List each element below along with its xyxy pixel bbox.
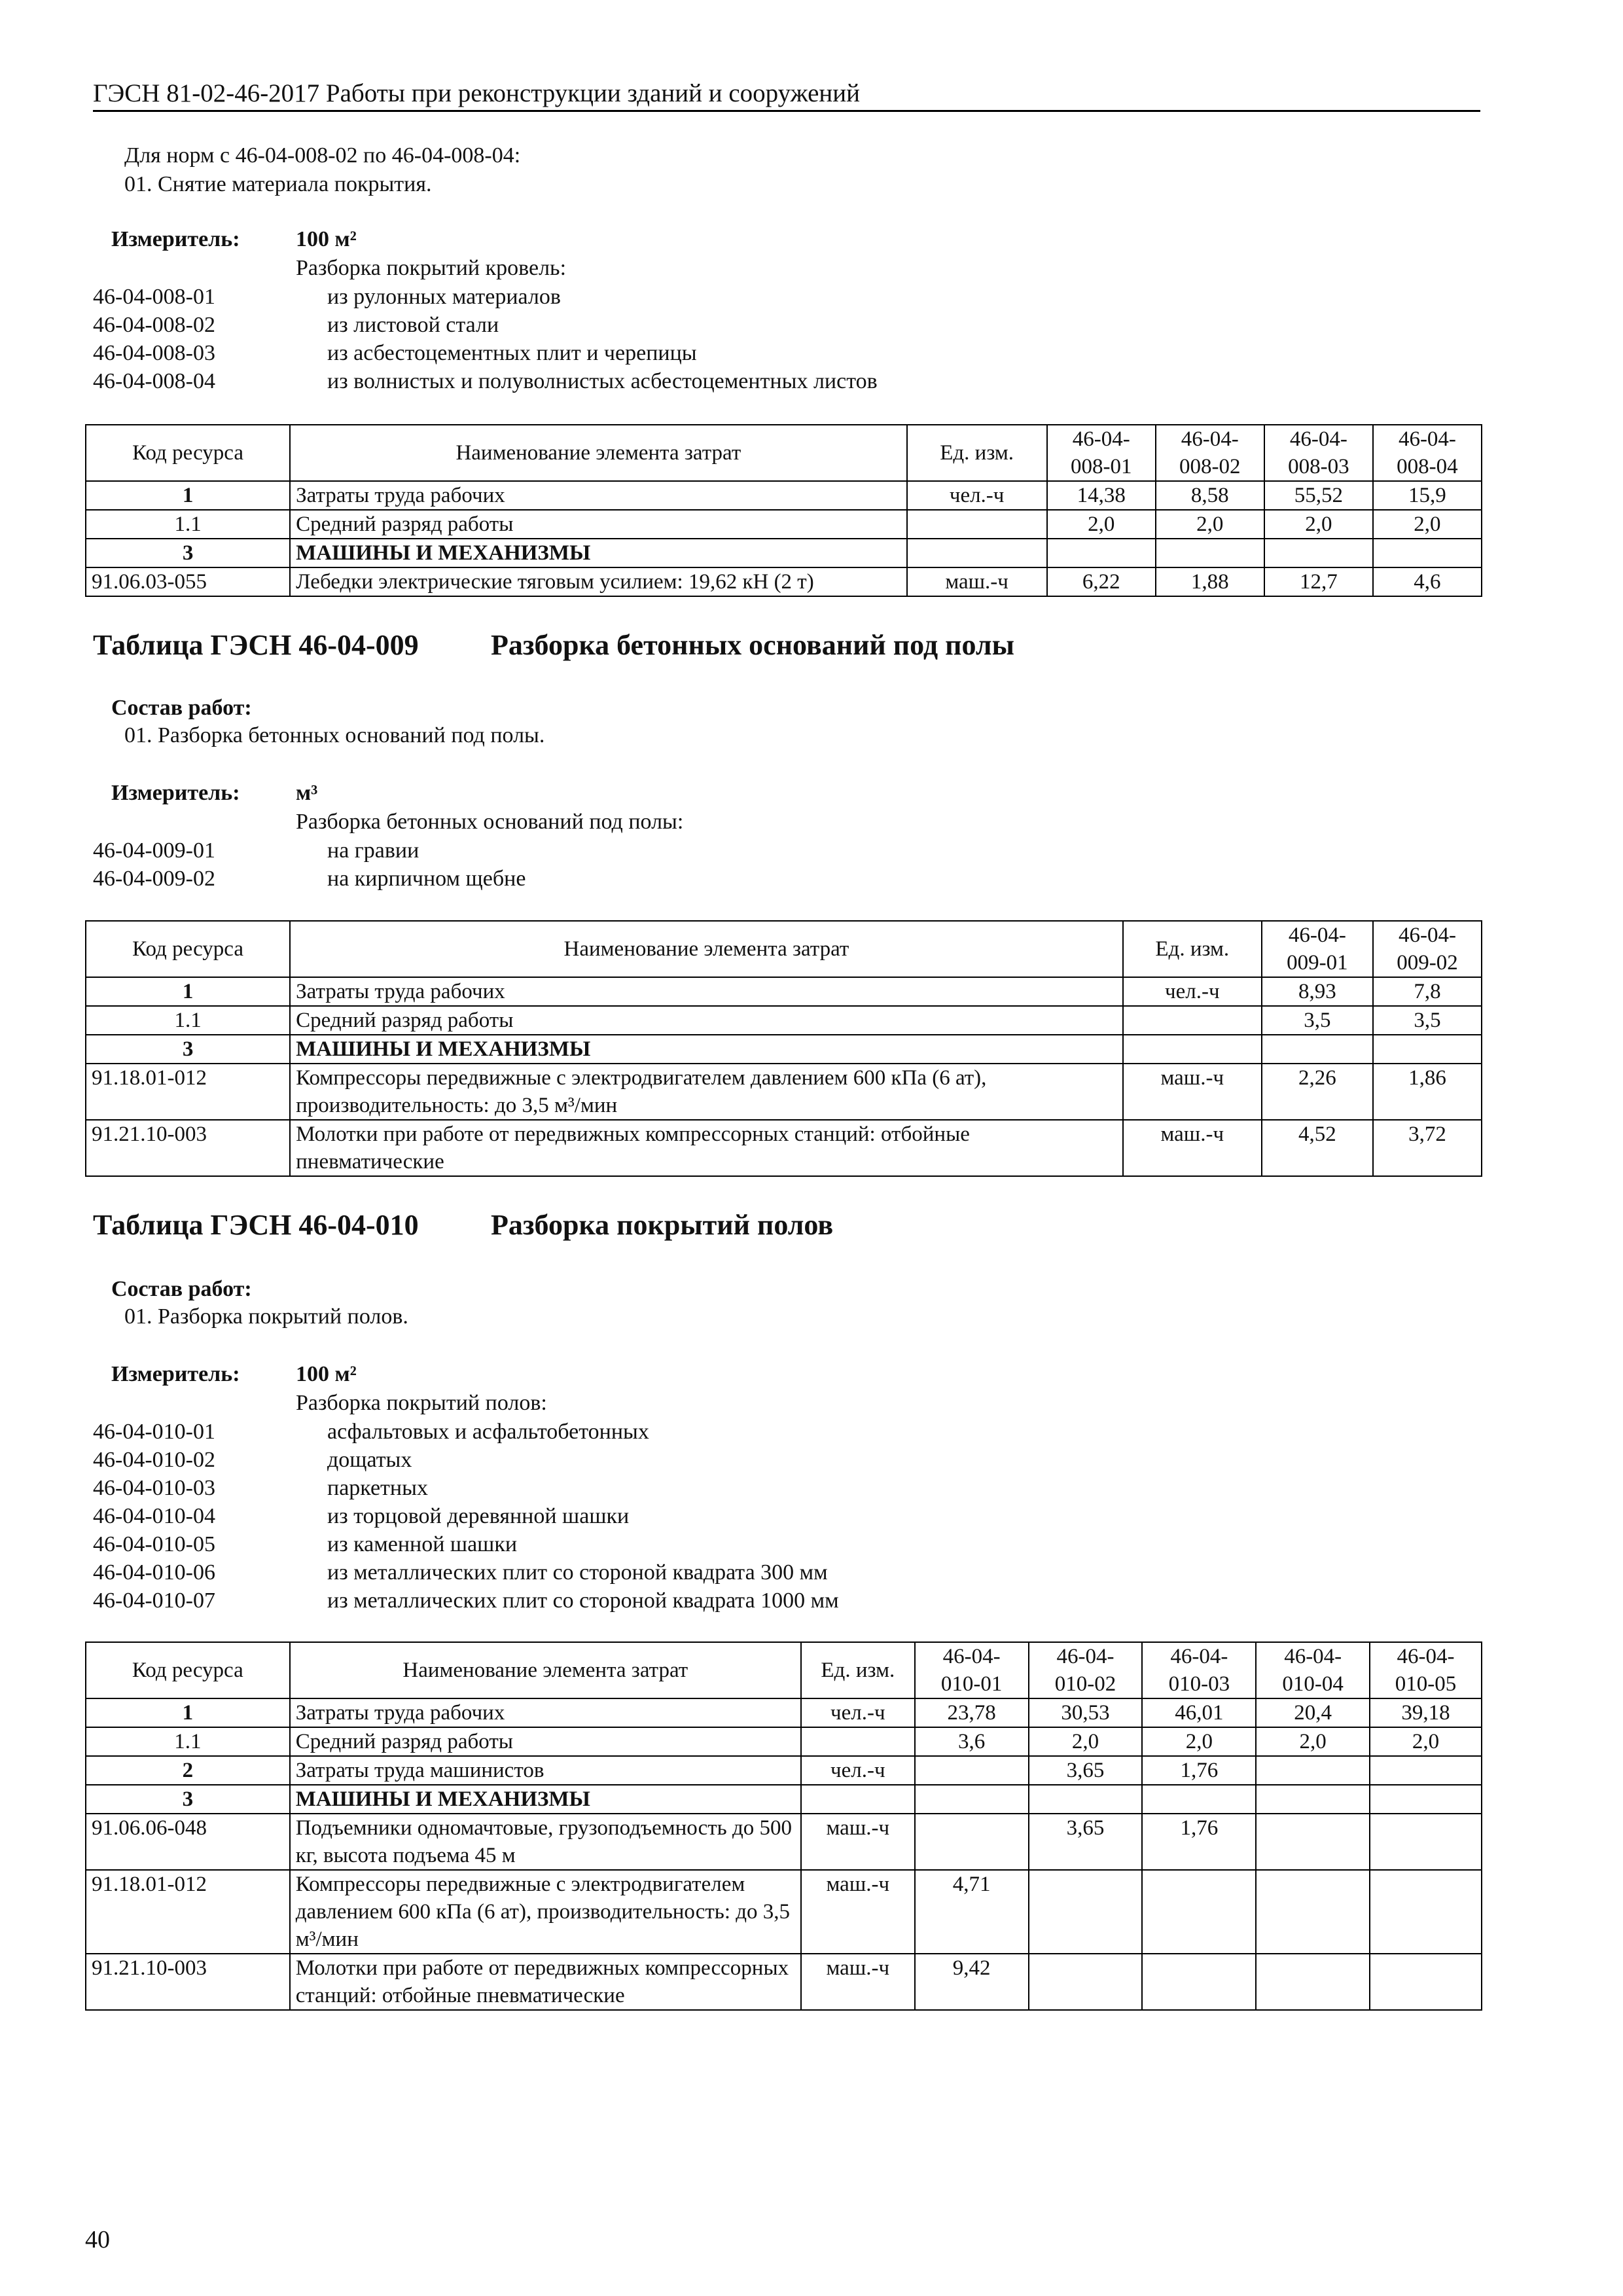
resource-unit bbox=[801, 1785, 915, 1814]
resource-unit: чел.-ч bbox=[801, 1756, 915, 1785]
table-header bbox=[86, 921, 1482, 977]
running-header: ГЭСН 81-02-46-2017 Работы при реконструкции зданий и сооружений bbox=[93, 77, 1480, 112]
resource-name: Затраты труда рабочих bbox=[290, 977, 1123, 1006]
header-unit: Ед. изм. bbox=[801, 1642, 915, 1698]
norm-value: 46,01 bbox=[1142, 1698, 1256, 1727]
header-norm-col: 46-04- 008-03 bbox=[1264, 425, 1373, 481]
norm-value: 15,9 bbox=[1373, 481, 1482, 510]
table-row bbox=[86, 1006, 1482, 1035]
measure-label: Измеритель: bbox=[111, 1362, 240, 1386]
intro-line-2: 01. Снятие материала покрытия. bbox=[124, 172, 432, 196]
resource-name: Затраты труда машинистов bbox=[290, 1756, 801, 1785]
resource-unit: маш.-ч bbox=[801, 1870, 915, 1954]
norm-name: из металлических плит со стороной квадрата 1000 мм bbox=[327, 1588, 839, 1613]
norm-value: 1,88 bbox=[1156, 567, 1264, 596]
norm-value bbox=[1156, 539, 1264, 567]
resource-unit bbox=[801, 1727, 915, 1756]
norm-code: 46-04-010-06 bbox=[93, 1560, 215, 1585]
table-title-name: Разборка бетонных оснований под полы bbox=[491, 629, 1014, 661]
resource-code: 1.1 bbox=[86, 1006, 290, 1035]
norm-name: паркетных bbox=[327, 1476, 428, 1500]
norm-name: дощатых bbox=[327, 1448, 412, 1472]
header-norm-col: 46-04- 008-04 bbox=[1373, 425, 1482, 481]
resource-unit: маш.-ч bbox=[1123, 1064, 1262, 1120]
composition-text: 01. Разборка покрытий полов. bbox=[124, 1304, 408, 1329]
norm-value: 39,18 bbox=[1370, 1698, 1482, 1727]
table-title-name: Разборка покрытий полов bbox=[491, 1209, 834, 1241]
resource-name: Средний разряд работы bbox=[290, 1727, 801, 1756]
norm-value bbox=[1370, 1756, 1482, 1785]
norm-value: 2,0 bbox=[1256, 1727, 1370, 1756]
resource-name: Компрессоры передвижные с электродвигателем давлением 600 кПа (6 ат), производительность: до 3,5 м³/мин bbox=[290, 1064, 1123, 1120]
norm-value bbox=[1373, 539, 1482, 567]
norm-value bbox=[1370, 1814, 1482, 1870]
norm-value: 9,42 bbox=[915, 1954, 1029, 2010]
table-row bbox=[86, 1120, 1482, 1176]
resource-unit: маш.-ч bbox=[801, 1814, 915, 1870]
norm-value: 3,5 bbox=[1373, 1006, 1482, 1035]
norm-name: из рулонных материалов bbox=[327, 285, 561, 309]
norm-code: 46-04-010-05 bbox=[93, 1532, 215, 1556]
table-row bbox=[86, 1785, 1482, 1814]
norm-value: 55,52 bbox=[1264, 481, 1373, 510]
resource-name: МАШИНЫ И МЕХАНИЗМЫ bbox=[290, 539, 906, 567]
norm-value: 1,76 bbox=[1142, 1814, 1256, 1870]
norm-value: 4,52 bbox=[1262, 1120, 1373, 1176]
norm-code: 46-04-009-01 bbox=[93, 838, 215, 863]
norm-name: из каменной шашки bbox=[327, 1532, 518, 1556]
resource-unit: маш.-ч bbox=[907, 567, 1047, 596]
norm-code: 46-04-010-03 bbox=[93, 1476, 215, 1500]
norm-value: 2,0 bbox=[1264, 510, 1373, 539]
norm-value: 8,93 bbox=[1262, 977, 1373, 1006]
norm-value bbox=[1029, 1870, 1143, 1954]
norm-value: 3,5 bbox=[1262, 1006, 1373, 1035]
norm-value: 8,58 bbox=[1156, 481, 1264, 510]
norm-code: 46-04-010-07 bbox=[93, 1588, 215, 1613]
table-row bbox=[86, 1035, 1482, 1064]
header-name: Наименование элемента затрат bbox=[290, 1642, 801, 1698]
norm-value: 2,26 bbox=[1262, 1064, 1373, 1120]
norm-name: из асбестоцементных плит и черепицы bbox=[327, 341, 697, 365]
header-unit: Ед. изм. bbox=[907, 425, 1047, 481]
norm-value: 7,8 bbox=[1373, 977, 1482, 1006]
resource-unit bbox=[1123, 1035, 1262, 1064]
norm-code: 46-04-008-01 bbox=[93, 285, 215, 309]
composition-text: 01. Разборка бетонных оснований под полы. bbox=[124, 723, 545, 747]
norm-value: 2,0 bbox=[1373, 510, 1482, 539]
resource-code: 1.1 bbox=[86, 510, 290, 539]
measure-value: 100 м² bbox=[296, 227, 357, 251]
resource-code: 1 bbox=[86, 481, 290, 510]
table-header bbox=[86, 425, 1482, 481]
norm-value bbox=[1370, 1785, 1482, 1814]
norm-code: 46-04-008-03 bbox=[93, 341, 215, 365]
table-row bbox=[86, 481, 1482, 510]
norm-name: из волнистых и полуволнистых асбестоцементных листов bbox=[327, 369, 878, 393]
norm-value: 14,38 bbox=[1047, 481, 1156, 510]
norm-value: 3,72 bbox=[1373, 1120, 1482, 1176]
resource-name: МАШИНЫ И МЕХАНИЗМЫ bbox=[290, 1785, 801, 1814]
resource-code: 91.21.10-003 bbox=[86, 1954, 290, 2010]
norm-value: 1,86 bbox=[1373, 1064, 1482, 1120]
header-code: Код ресурса bbox=[86, 425, 290, 481]
header-norm-col: 46-04- 009-02 bbox=[1373, 921, 1482, 977]
resource-name: Молотки при работе от передвижных компрессорных станций: отбойные пневматические bbox=[290, 1954, 801, 2010]
header-name: Наименование элемента затрат bbox=[290, 425, 906, 481]
header-norm-col: 46-04- 010-01 bbox=[915, 1642, 1029, 1698]
norm-group-title: Разборка покрытий полов: bbox=[296, 1391, 547, 1415]
norm-code: 46-04-009-02 bbox=[93, 867, 215, 891]
norm-value bbox=[1370, 1954, 1482, 2010]
norm-name: из металлических плит со стороной квадрата 300 мм bbox=[327, 1560, 828, 1585]
norm-code: 46-04-010-01 bbox=[93, 1420, 215, 1444]
resource-code: 91.18.01-012 bbox=[86, 1064, 290, 1120]
norm-group-title: Разборка покрытий кровель: bbox=[296, 256, 567, 280]
composition-label: Состав работ: bbox=[111, 1277, 252, 1301]
resource-unit: чел.-ч bbox=[907, 481, 1047, 510]
resource-name: Молотки при работе от передвижных компрессорных станций: отбойные пневматические bbox=[290, 1120, 1123, 1176]
norm-name: асфальтовых и асфальтобетонных bbox=[327, 1420, 649, 1444]
table-row bbox=[86, 977, 1482, 1006]
header-unit: Ед. изм. bbox=[1123, 921, 1262, 977]
norm-value: 2,0 bbox=[1029, 1727, 1143, 1756]
norm-value: 20,4 bbox=[1256, 1698, 1370, 1727]
resource-code: 91.06.06-048 bbox=[86, 1814, 290, 1870]
resource-unit bbox=[907, 539, 1047, 567]
norm-group-title: Разборка бетонных оснований под полы: bbox=[296, 810, 684, 834]
header-code: Код ресурса bbox=[86, 921, 290, 977]
table-header bbox=[86, 1642, 1482, 1698]
resource-name: Затраты труда рабочих bbox=[290, 1698, 801, 1727]
table-row bbox=[86, 567, 1482, 596]
table-header-row bbox=[86, 1642, 1482, 1698]
header-norm-col: 46-04- 010-02 bbox=[1029, 1642, 1143, 1698]
norm-code: 46-04-010-04 bbox=[93, 1504, 215, 1528]
table-body bbox=[86, 977, 1482, 1176]
page-number: 40 bbox=[85, 2226, 110, 2253]
norm-value bbox=[1047, 539, 1156, 567]
resource-code: 91.18.01-012 bbox=[86, 1870, 290, 1954]
norm-code: 46-04-008-02 bbox=[93, 313, 215, 337]
table-header-row bbox=[86, 921, 1482, 977]
measure-value: 100 м² bbox=[296, 1362, 357, 1386]
resource-unit: маш.-ч bbox=[801, 1954, 915, 2010]
norm-value bbox=[1142, 1785, 1256, 1814]
norm-name: из листовой стали bbox=[327, 313, 499, 337]
norm-value bbox=[1256, 1870, 1370, 1954]
header-norm-col: 46-04- 010-05 bbox=[1370, 1642, 1482, 1698]
resource-unit bbox=[907, 510, 1047, 539]
header-norm-col: 46-04- 008-01 bbox=[1047, 425, 1156, 481]
header-name: Наименование элемента затрат bbox=[290, 921, 1123, 977]
resource-code: 3 bbox=[86, 1785, 290, 1814]
measure-label: Измеритель: bbox=[111, 781, 240, 805]
norm-value: 2,0 bbox=[1156, 510, 1264, 539]
resource-table-009 bbox=[85, 920, 1482, 1177]
header-code: Код ресурса bbox=[86, 1642, 290, 1698]
resource-name: Средний разряд работы bbox=[290, 510, 906, 539]
norm-value: 3,6 bbox=[915, 1727, 1029, 1756]
resource-code: 1 bbox=[86, 977, 290, 1006]
resource-unit: чел.-ч bbox=[801, 1698, 915, 1727]
table-row bbox=[86, 510, 1482, 539]
norm-value: 30,53 bbox=[1029, 1698, 1143, 1727]
resource-name: Лебедки электрические тяговым усилием: 19,62 кН (2 т) bbox=[290, 567, 906, 596]
norm-value bbox=[1256, 1954, 1370, 2010]
norm-value bbox=[1142, 1870, 1256, 1954]
table-row bbox=[86, 1870, 1482, 1954]
norm-value bbox=[1373, 1035, 1482, 1064]
norm-value: 2,0 bbox=[1370, 1727, 1482, 1756]
resource-name: Подъемники одномачтовые, грузоподъемность до 500 кг, высота подъема 45 м bbox=[290, 1814, 801, 1870]
norm-name: на кирпичном щебне bbox=[327, 867, 526, 891]
table-body bbox=[86, 481, 1482, 596]
resource-name: МАШИНЫ И МЕХАНИЗМЫ bbox=[290, 1035, 1123, 1064]
header-norm-col: 46-04- 010-03 bbox=[1142, 1642, 1256, 1698]
norm-value: 3,65 bbox=[1029, 1814, 1143, 1870]
resource-code: 3 bbox=[86, 1035, 290, 1064]
table-title-code: Таблица ГЭСН 46-04-009 bbox=[93, 629, 419, 661]
table-row bbox=[86, 1756, 1482, 1785]
norm-value: 4,71 bbox=[915, 1870, 1029, 1954]
resource-table-010 bbox=[85, 1641, 1482, 2011]
norm-value: 23,78 bbox=[915, 1698, 1029, 1727]
norm-value bbox=[1256, 1756, 1370, 1785]
resource-code: 3 bbox=[86, 539, 290, 567]
table-body bbox=[86, 1698, 1482, 2010]
norm-value: 2,0 bbox=[1142, 1727, 1256, 1756]
table-row bbox=[86, 1727, 1482, 1756]
norm-value: 2,0 bbox=[1047, 510, 1156, 539]
resource-code: 1 bbox=[86, 1698, 290, 1727]
norm-value: 12,7 bbox=[1264, 567, 1373, 596]
norm-value bbox=[1142, 1954, 1256, 2010]
intro-line-1: Для норм с 46-04-008-02 по 46-04-008-04: bbox=[124, 143, 521, 168]
table-row bbox=[86, 1698, 1482, 1727]
norm-value bbox=[1370, 1870, 1482, 1954]
resource-code: 91.06.03-055 bbox=[86, 567, 290, 596]
norm-value bbox=[1029, 1785, 1143, 1814]
norm-value: 6,22 bbox=[1047, 567, 1156, 596]
resource-name: Средний разряд работы bbox=[290, 1006, 1123, 1035]
norm-value bbox=[1029, 1954, 1143, 2010]
measure-label: Измеритель: bbox=[111, 227, 240, 251]
resource-code: 1.1 bbox=[86, 1727, 290, 1756]
header-norm-col: 46-04- 008-02 bbox=[1156, 425, 1264, 481]
norm-value bbox=[1262, 1035, 1373, 1064]
norm-value bbox=[1256, 1785, 1370, 1814]
norm-code: 46-04-008-04 bbox=[93, 369, 215, 393]
table-header-row bbox=[86, 425, 1482, 481]
measure-value: м³ bbox=[296, 781, 318, 805]
resource-unit bbox=[1123, 1006, 1262, 1035]
norm-value bbox=[1256, 1814, 1370, 1870]
header-norm-col: 46-04- 009-01 bbox=[1262, 921, 1373, 977]
resource-code: 2 bbox=[86, 1756, 290, 1785]
table-row bbox=[86, 539, 1482, 567]
header-norm-col: 46-04- 010-04 bbox=[1256, 1642, 1370, 1698]
norm-value bbox=[915, 1814, 1029, 1870]
table-title-code: Таблица ГЭСН 46-04-010 bbox=[93, 1209, 419, 1241]
norm-code: 46-04-010-02 bbox=[93, 1448, 215, 1472]
norm-value bbox=[915, 1785, 1029, 1814]
norm-value bbox=[915, 1756, 1029, 1785]
norm-value: 1,76 bbox=[1142, 1756, 1256, 1785]
resource-unit: чел.-ч bbox=[1123, 977, 1262, 1006]
resource-code: 91.21.10-003 bbox=[86, 1120, 290, 1176]
norm-value: 3,65 bbox=[1029, 1756, 1143, 1785]
norm-value bbox=[1264, 539, 1373, 567]
resource-unit: маш.-ч bbox=[1123, 1120, 1262, 1176]
table-row bbox=[86, 1814, 1482, 1870]
table-row bbox=[86, 1954, 1482, 2010]
norm-name: на гравии bbox=[327, 838, 419, 863]
norm-value: 4,6 bbox=[1373, 567, 1482, 596]
resource-table-008 bbox=[85, 424, 1482, 597]
composition-label: Состав работ: bbox=[111, 696, 252, 720]
norm-name: из торцовой деревянной шашки bbox=[327, 1504, 630, 1528]
resource-name: Компрессоры передвижные с электродвигателем давлением 600 кПа (6 ат), производительность: до 3,5 м³/мин bbox=[290, 1870, 801, 1954]
table-row bbox=[86, 1064, 1482, 1120]
resource-name: Затраты труда рабочих bbox=[290, 481, 906, 510]
